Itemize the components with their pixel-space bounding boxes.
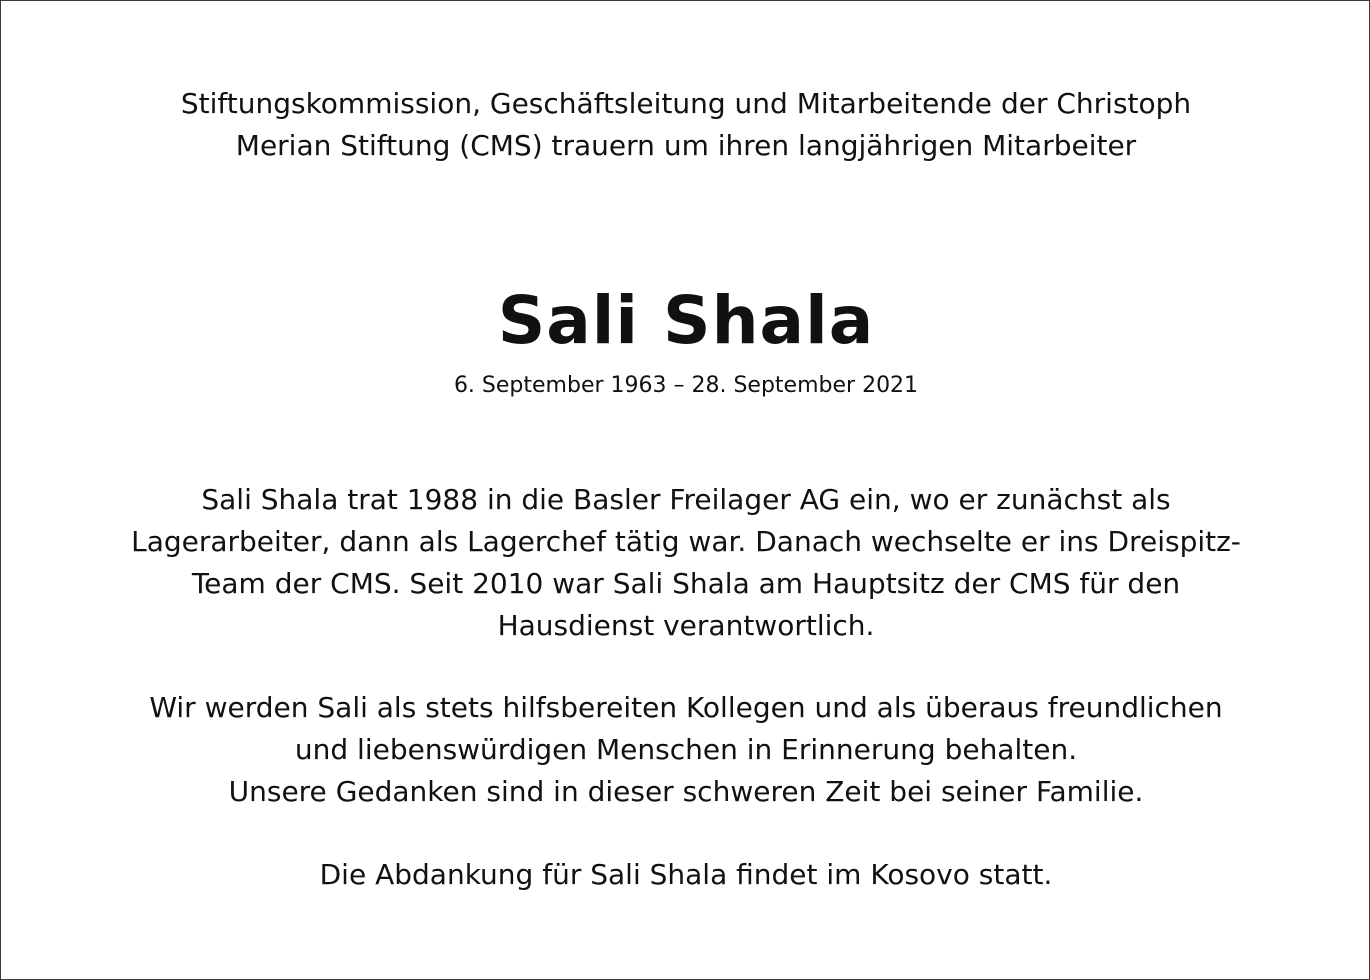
funeral-paragraph — [41, 854, 1331, 896]
intro-line: Stiftungskommission, Geschäftsleitung und Mitarbeitende der Christoph — [180, 87, 1192, 120]
deceased-name: Sali Shala — [497, 282, 875, 359]
intro-line: Merian Stiftung (CMS) trauern um ihren langjährigen Mitarbeiter — [235, 129, 1137, 162]
biography-line: Sali Shala trat 1988 in die Basler Freilager AG ein, wo er zunächst als — [201, 483, 1171, 516]
remembrance-line: Unsere Gedanken sind in dieser schweren Zeit bei seiner Familie. — [228, 775, 1144, 808]
biography-line: Lagerarbeiter, dann als Lagerchef tätig war. Danach wechselte er ins Dreispitz- — [131, 525, 1241, 558]
remembrance-line: Wir werden Sali als stets hilfsbereiten Kollegen und als überaus freundlichen — [149, 691, 1223, 724]
biography-paragraph — [41, 479, 1331, 647]
remembrance-line: und liebenswürdigen Menschen in Erinnerung behalten. — [294, 733, 1078, 766]
life-dates: 6. September 1963 – 28. September 2021 — [453, 373, 919, 398]
intro-text — [41, 83, 1331, 167]
biography-line: Hausdienst verantwortlich. — [497, 609, 875, 642]
funeral-line: Die Abdankung für Sali Shala findet im Kosovo statt. — [319, 858, 1053, 891]
biography-line: Team der CMS. Seit 2010 war Sali Shala am Hauptsitz der CMS für den — [191, 567, 1181, 600]
remembrance-paragraph — [41, 687, 1331, 813]
